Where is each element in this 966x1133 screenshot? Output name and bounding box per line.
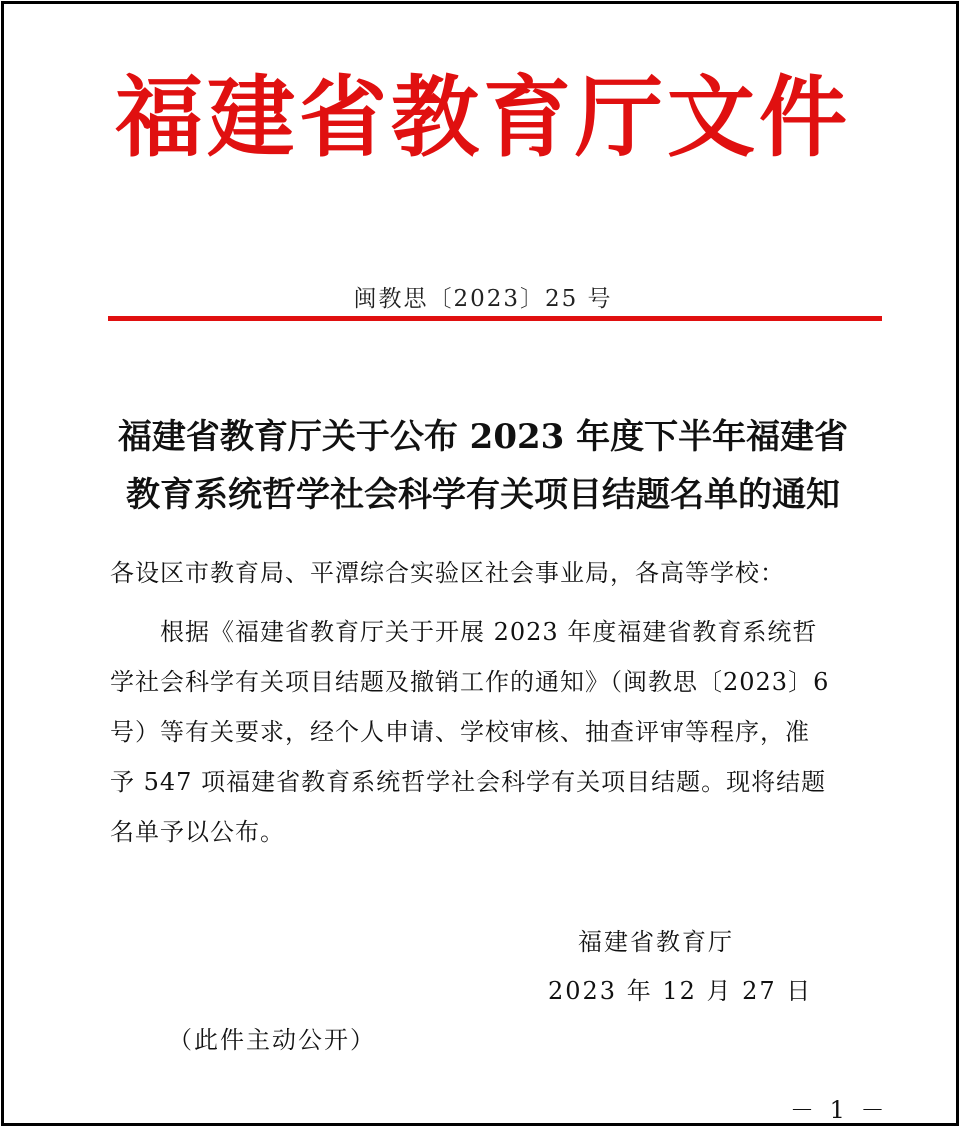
title-line-2: 教育系统哲学社会科学有关项目结题名单的通知 (126, 475, 840, 515)
salutation: 各设区市教育局、平潭综合实验区社会事业局，各高等学校： (110, 559, 785, 587)
disclosure-note: （此件主动公开） (168, 1026, 376, 1054)
red-divider-line (108, 316, 882, 321)
body-line-5: 名单予以公布。 (110, 818, 285, 846)
body-paragraph (110, 607, 888, 857)
document-masthead: 福建省教育厅文件 (114, 65, 851, 169)
body-line-1: 根据《福建省教育厅关于开展 2023 年度福建省教育系统哲 (160, 618, 818, 646)
page-number: － 1 － (790, 1096, 889, 1124)
body-line-4: 予 547 项福建省教育系统哲学社会科学有关项目结题。现将结题 (110, 768, 827, 796)
document-title (70, 408, 896, 524)
title-line-1: 福建省教育厅关于公布 2023 年度下半年福建省 (117, 417, 849, 457)
body-line-3: 号）等有关要求，经个人申请、学校审核、抽查评审等程序，准 (110, 718, 810, 746)
signature-organization: 福建省教育厅 (578, 928, 734, 956)
document-number: 闽教思〔2023〕25 号 (353, 286, 613, 312)
body-line-2: 学社会科学有关项目结题及撤销工作的通知》（闽教思〔2023〕6 (110, 668, 830, 696)
signature-date: 2023 年 12 月 27 日 (548, 977, 813, 1005)
